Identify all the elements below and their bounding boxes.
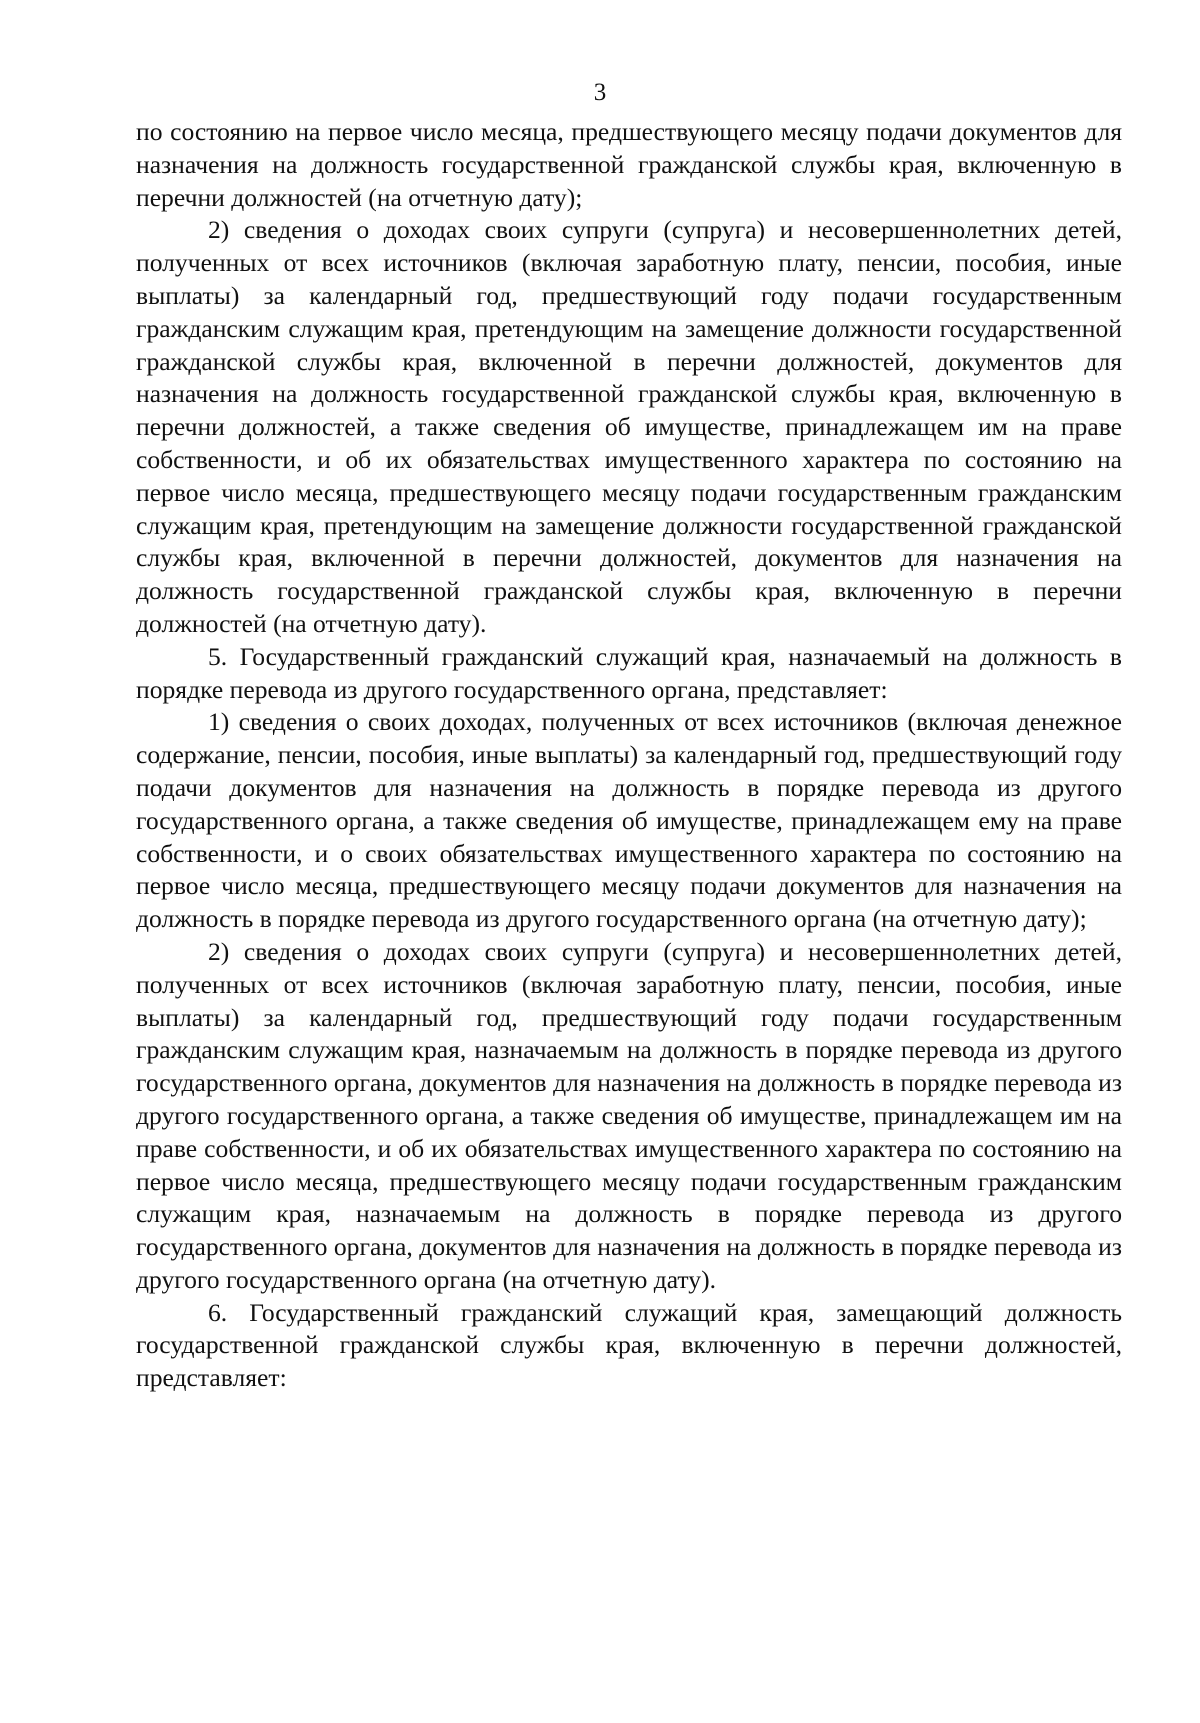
paragraph-clause-6: 6. Государственный гражданский служащий края, замещающий должность государственной гражданской службы края, включенную в перечни должностей, представляет:: [136, 1297, 1122, 1393]
paragraph-item-5-2: 2) сведения о доходах своих супруги (супруга) и несовершеннолетних детей, полученных от всех источников (включая заработную плату, пенсии, пособия, иные выплаты) за календарный год, предшествующий году подачи государственным гражданским служащим края, назначаемым на должность в порядке перевода из другого государственного органа, документов для назначения на должность в порядке перевода из другого государственного органа, а также сведения об имуществе, принадлежащем им на праве собственности, и об их обязательствах имущественного характера по состоянию на первое число месяца, предшествующего месяцу подачи государственным гражданским служащим края, назначаемым на должность в порядке перевода из другого государственного органа, документов для назначения на должность в порядке перевода из другого государственного органа (на отчетную дату).: [136, 936, 1122, 1294]
paragraph-item-5-1: 1) сведения о своих доходах, полученных от всех источников (включая денежное содержание, пенсии, пособия, иные выплаты) за календарный год, предшествующий году подачи документов для назначения на должность в порядке перевода из другого государственного органа, а также сведения об имуществе, принадлежащем ему на праве собственности, и о своих обязательствах имущественного характера по состоянию на первое число месяца, предшествующего месяцу подачи документов для назначения на должность в порядке перевода из другого государственного органа (на отчетную дату);: [136, 707, 1122, 934]
paragraph-continuation: по состоянию на первое число месяца, предшествующего месяцу подачи документов для назначения на должность государственной гражданской службы края, включенную в перечни должностей (на отчетную дату);: [136, 117, 1122, 212]
page-number: 3: [593, 79, 607, 106]
paragraph-item-4-2: 2) сведения о доходах своих супруги (супруга) и несовершеннолетних детей, полученных от всех источников (включая заработную плату, пенсии, пособия, иные выплаты) за календарный год, предшествующий году подачи государственным гражданским служащим края, претендующим на замещение должности государственной гражданской службы края, включенной в перечни должностей, документов для назначения на должность государственной гражданской службы края, включенную в перечни должностей, а также сведения об имуществе, принадлежащем им на праве собственности, и об их обязательствах имущественного характера по состоянию на первое число месяца, предшествующего месяцу подачи государственным гражданским служащим края, претендующим на замещение должности государственной гражданской службы края, включенной в перечни должностей, документов для назначения на должность государственной гражданской службы края, включенную в перечни должностей (на отчетную дату).: [136, 215, 1122, 638]
paragraph-clause-5: 5. Государственный гражданский служащий края, назначаемый на должность в порядке перевода из другого государственного органа, представляет:: [136, 641, 1122, 704]
document-body: [136, 116, 1122, 1395]
